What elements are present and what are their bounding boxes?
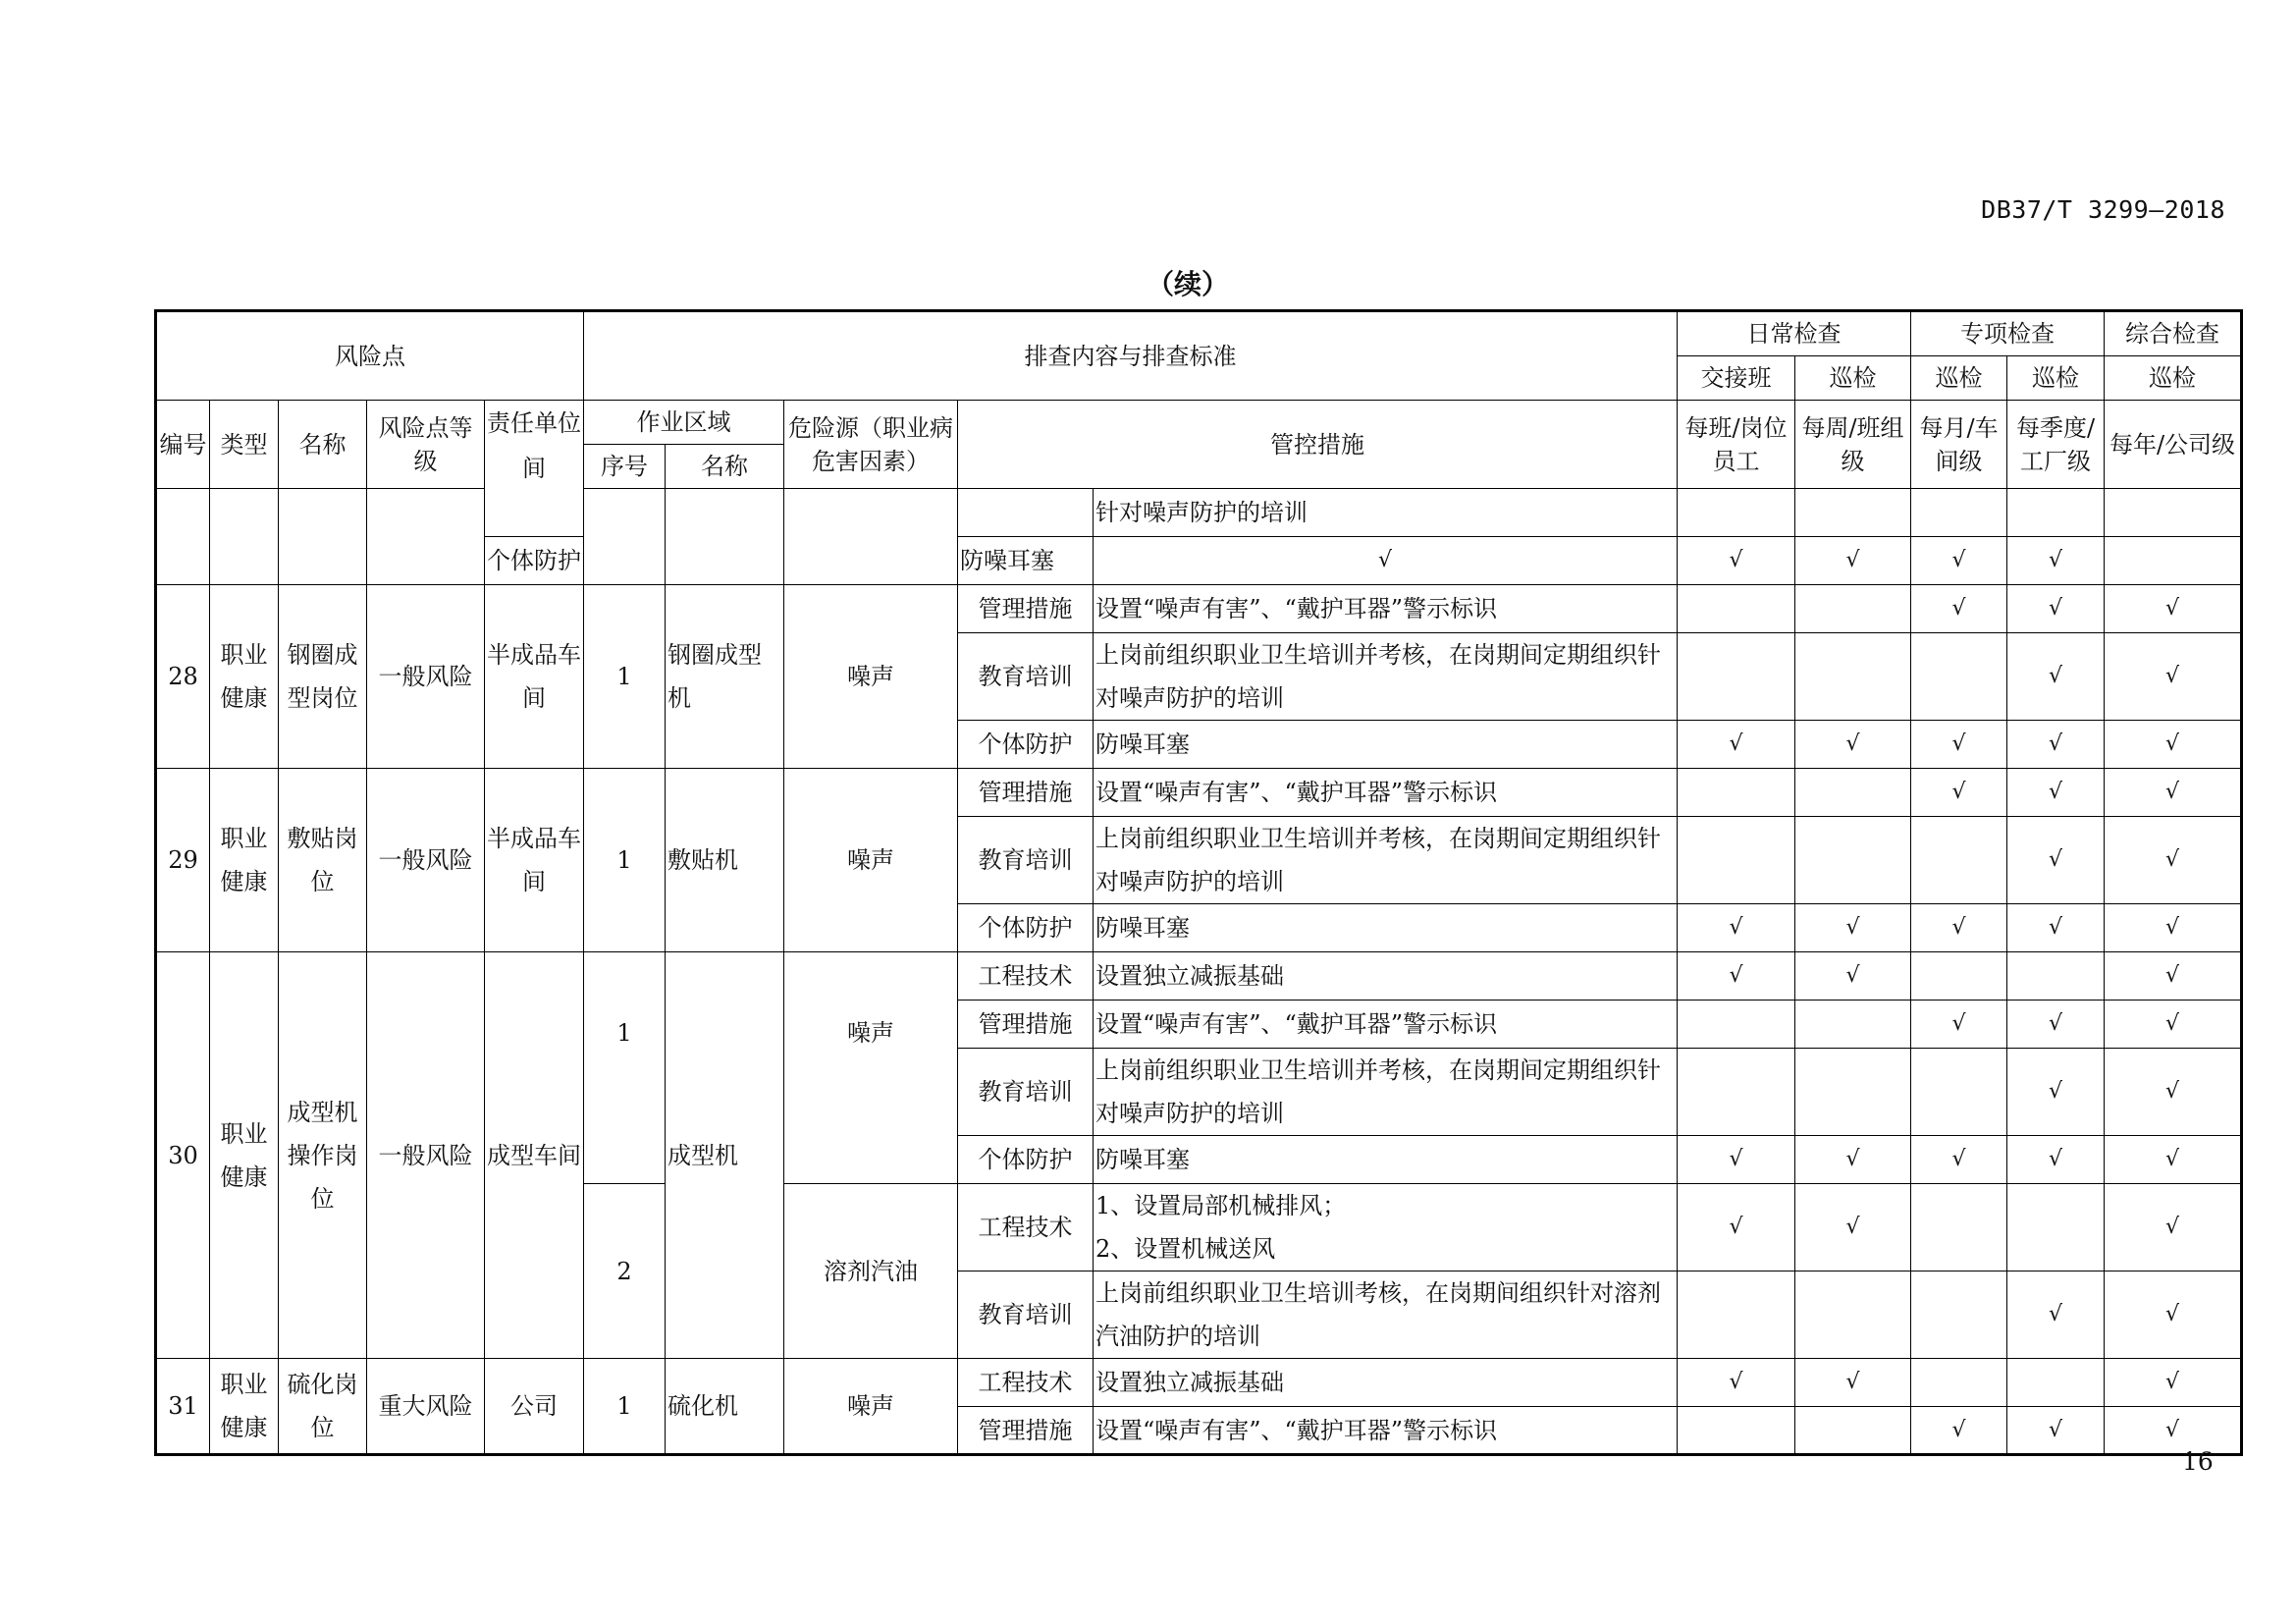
measure-category: 管理措施: [958, 1001, 1094, 1049]
measure-category: 工程技术: [958, 1359, 1094, 1407]
check-cell: √: [1795, 952, 1911, 1001]
entry-number: 31: [156, 1359, 210, 1455]
measure-category: 工程技术: [958, 952, 1094, 1001]
check-cell: √: [1911, 1407, 2007, 1455]
measure-text: 设置“噪声有害”、“戴护耳器”警示标识: [1094, 585, 1678, 633]
check-cell: [1911, 633, 2007, 721]
entry-number: 28: [156, 585, 210, 769]
check-cell: [2007, 952, 2105, 1001]
check-cell: √: [2105, 721, 2242, 769]
header-daily-check: 日常检查: [1678, 311, 1911, 356]
measure-category: 个体防护: [958, 1136, 1094, 1184]
check-cell: √: [1678, 537, 1795, 585]
measure-text: 上岗前组织职业卫生培训考核，在岗期间组织针对溶剂汽油防护的培训: [1094, 1271, 1678, 1359]
check-cell: √: [2105, 769, 2242, 817]
entry-level: 一般风险: [367, 585, 485, 769]
check-cell: [1911, 1184, 2007, 1271]
header-freq-month: 每月/车间级: [1911, 401, 2007, 489]
measure-text: 防噪耳塞: [1094, 904, 1678, 952]
entry-name: 敷贴岗位: [279, 769, 367, 952]
header-patrol: 巡检: [2007, 356, 2105, 401]
check-cell: √: [1678, 1359, 1795, 1407]
entry-hazard: 溶剂汽油: [784, 1184, 958, 1359]
cont-number: [156, 489, 210, 585]
check-cell: [1678, 1271, 1795, 1359]
check-cell: [1795, 817, 1911, 904]
header-hazard: 危险源（职业病危害因素）: [784, 401, 958, 489]
check-cell: √: [1795, 904, 1911, 952]
check-cell: [1911, 1271, 2007, 1359]
check-cell: √: [1911, 721, 2007, 769]
header-freq-quarter: 每季度/工厂级: [2007, 401, 2105, 489]
check-cell: [1795, 769, 1911, 817]
check-cell: √: [2007, 769, 2105, 817]
check-cell: √: [1678, 904, 1795, 952]
check-cell: √: [1911, 904, 2007, 952]
check-cell: √: [2105, 1136, 2242, 1184]
table-caption: （续）: [1146, 268, 1229, 300]
check-cell: √: [2007, 1271, 2105, 1359]
header-risk-point: 风险点: [156, 311, 584, 401]
measure-category: 个体防护: [485, 537, 584, 585]
check-cell: [1795, 633, 1911, 721]
doc-code: DB37/T 3299—2018: [1981, 195, 2225, 224]
check-cell: [2007, 489, 2105, 537]
entry-type: 职业健康: [210, 585, 279, 769]
check-cell: √: [2105, 952, 2242, 1001]
entry-type: 职业健康: [210, 769, 279, 952]
check-cell: √: [1795, 1359, 1911, 1407]
check-cell: √: [1795, 537, 1911, 585]
check-cell: √: [2105, 633, 2242, 721]
check-cell: √: [2007, 633, 2105, 721]
check-cell: √: [2105, 585, 2242, 633]
header-freq-shift: 每班/岗位员工: [1678, 401, 1795, 489]
header-work-area: 作业区域: [584, 401, 784, 445]
measure-text: 防噪耳塞: [958, 537, 1094, 585]
check-cell: [2105, 489, 2242, 537]
risk-check-table: [154, 309, 2243, 1456]
check-cell: [1911, 489, 2007, 537]
check-cell: [1795, 1271, 1911, 1359]
entry-area: 敷贴机: [666, 769, 784, 952]
check-cell: √: [2007, 1001, 2105, 1049]
entry-unit: 半成品车间: [485, 585, 584, 769]
header-control-measures: 管控措施: [958, 401, 1678, 489]
page-number: 16: [2182, 1447, 2214, 1476]
check-cell: [1911, 1049, 2007, 1136]
check-cell: √: [1795, 1136, 1911, 1184]
cont-type: [210, 489, 279, 585]
header-freq-year: 每年/公司级: [2105, 401, 2242, 489]
check-cell: √: [2007, 1136, 2105, 1184]
check-cell: √: [1678, 1184, 1795, 1271]
check-cell: √: [2105, 1001, 2242, 1049]
check-cell: [1795, 489, 1911, 537]
check-cell: [1678, 769, 1795, 817]
header-special-check: 专项检查: [1911, 311, 2105, 356]
measure-text: 设置“噪声有害”、“戴护耳器”警示标识: [1094, 769, 1678, 817]
cont-area: [666, 489, 784, 585]
measure-line: 1、设置局部机械排风；: [1095, 1192, 1347, 1219]
check-cell: √: [2007, 904, 2105, 952]
entry-area: 硫化机: [666, 1359, 784, 1455]
check-cell: √: [2105, 1271, 2242, 1359]
entry-number: 29: [156, 769, 210, 952]
entry-type: 职业健康: [210, 1359, 279, 1455]
entry-level: 一般风险: [367, 769, 485, 952]
entry-level: 重大风险: [367, 1359, 485, 1455]
measure-text: [1094, 1184, 1678, 1271]
cont-hazard: [784, 489, 958, 585]
measure-text: 上岗前组织职业卫生培训并考核，在岗期间定期组织针对噪声防护的培训: [1094, 633, 1678, 721]
header-name: 名称: [279, 401, 367, 489]
measure-category: 管理措施: [958, 769, 1094, 817]
check-cell: √: [2105, 1184, 2242, 1271]
check-cell: [1678, 1049, 1795, 1136]
header-risk-level: 风险点等级: [367, 401, 485, 489]
entry-name: 硫化岗位: [279, 1359, 367, 1455]
header-content-standard: 排查内容与排查标准: [584, 311, 1678, 401]
check-cell: √: [2007, 1049, 2105, 1136]
header-freq-week: 每周/班组级: [1795, 401, 1911, 489]
check-cell: √: [1678, 1136, 1795, 1184]
check-cell: √: [2105, 817, 2242, 904]
check-cell: √: [1911, 537, 2007, 585]
header-patrol: 巡检: [1795, 356, 1911, 401]
check-cell: [1678, 1001, 1795, 1049]
entry-unit: 半成品车间: [485, 769, 584, 952]
measure-category: 教育培训: [958, 1049, 1094, 1136]
check-cell: [1911, 817, 2007, 904]
entry-seq: 1: [584, 585, 666, 769]
header-shift-handover: 交接班: [1678, 356, 1795, 401]
entry-hazard: 噪声: [784, 952, 958, 1184]
measure-category: 个体防护: [958, 904, 1094, 952]
check-cell: [1911, 1359, 2007, 1407]
measure-category: [958, 489, 1094, 537]
entry-seq: 1: [584, 769, 666, 952]
check-cell: [2007, 1359, 2105, 1407]
check-cell: √: [1911, 1001, 2007, 1049]
measure-category: 管理措施: [958, 1407, 1094, 1455]
check-cell: √: [2007, 537, 2105, 585]
measure-text: 设置独立减振基础: [1094, 1359, 1678, 1407]
check-cell: [1795, 585, 1911, 633]
measure-category: 教育培训: [958, 633, 1094, 721]
check-cell: √: [1678, 952, 1795, 1001]
cont-seq: [584, 489, 666, 585]
check-cell: [1678, 489, 1795, 537]
check-cell: [1795, 1001, 1911, 1049]
measure-text: 上岗前组织职业卫生培训并考核，在岗期间定期组织针对噪声防护的培训: [1094, 817, 1678, 904]
header-number: 编号: [156, 401, 210, 489]
check-cell: √: [2105, 1049, 2242, 1136]
measure-line: 2、设置机械送风: [1095, 1235, 1276, 1263]
measure-category: 教育培训: [958, 1271, 1094, 1359]
check-cell: [2007, 1184, 2105, 1271]
measure-category: 工程技术: [958, 1184, 1094, 1271]
cont-name: [279, 489, 367, 585]
check-cell: √: [2105, 1407, 2242, 1455]
check-cell: √: [2007, 585, 2105, 633]
measure-category: 个体防护: [958, 721, 1094, 769]
measure-text: 上岗前组织职业卫生培训并考核，在岗期间定期组织针对噪声防护的培训: [1094, 1049, 1678, 1136]
entry-type: 职业健康: [210, 952, 279, 1359]
check-cell: √: [1795, 721, 1911, 769]
entry-area: 成型机: [666, 952, 784, 1359]
entry-seq: 1: [584, 1359, 666, 1455]
header-patrol: 巡检: [2105, 356, 2242, 401]
entry-level: 一般风险: [367, 952, 485, 1359]
check-cell: √: [1911, 769, 2007, 817]
check-cell: √: [1795, 1184, 1911, 1271]
measure-text: 防噪耳塞: [1094, 1136, 1678, 1184]
check-cell: [1678, 817, 1795, 904]
entry-seq: 2: [584, 1184, 666, 1359]
measure-category: 教育培训: [958, 817, 1094, 904]
measure-text: 设置“噪声有害”、“戴护耳器”警示标识: [1094, 1407, 1678, 1455]
measure-text: 设置独立减振基础: [1094, 952, 1678, 1001]
measure-text: 设置“噪声有害”、“戴护耳器”警示标识: [1094, 1001, 1678, 1049]
measure-text: 防噪耳塞: [1094, 721, 1678, 769]
header-patrol: 巡检: [1911, 356, 2007, 401]
entry-hazard: 噪声: [784, 585, 958, 769]
header-responsible-unit: 责任单位间: [485, 401, 584, 537]
check-cell: √: [2007, 1407, 2105, 1455]
entry-name: 成型机操作岗位: [279, 952, 367, 1359]
entry-hazard: 噪声: [784, 769, 958, 952]
check-cell: √: [2007, 817, 2105, 904]
check-cell: [1911, 952, 2007, 1001]
entry-hazard: 噪声: [784, 1359, 958, 1455]
check-cell: √: [1094, 537, 1678, 585]
check-cell: √: [1911, 585, 2007, 633]
entry-unit: 成型车间: [485, 952, 584, 1359]
entry-number: 30: [156, 952, 210, 1359]
header-comprehensive-check: 综合检查: [2105, 311, 2242, 356]
check-cell: [1678, 585, 1795, 633]
check-cell: √: [2105, 1359, 2242, 1407]
entry-unit: 公司: [485, 1359, 584, 1455]
check-cell: [1678, 633, 1795, 721]
entry-area: 钢圈成型机: [666, 585, 784, 769]
check-cell: [1678, 1407, 1795, 1455]
check-cell: √: [1911, 1136, 2007, 1184]
check-cell: √: [1678, 721, 1795, 769]
check-cell: [1795, 1049, 1911, 1136]
header-area-name: 名称: [666, 445, 784, 489]
measure-category: 管理措施: [958, 585, 1094, 633]
measure-text: 针对噪声防护的培训: [1094, 489, 1678, 537]
header-type: 类型: [210, 401, 279, 489]
check-cell: √: [2007, 721, 2105, 769]
check-cell: √: [2105, 904, 2242, 952]
cont-level: [367, 489, 485, 585]
header-seq: 序号: [584, 445, 666, 489]
entry-name: 钢圈成型岗位: [279, 585, 367, 769]
check-cell: [1795, 1407, 1911, 1455]
entry-seq: 1: [584, 952, 666, 1184]
